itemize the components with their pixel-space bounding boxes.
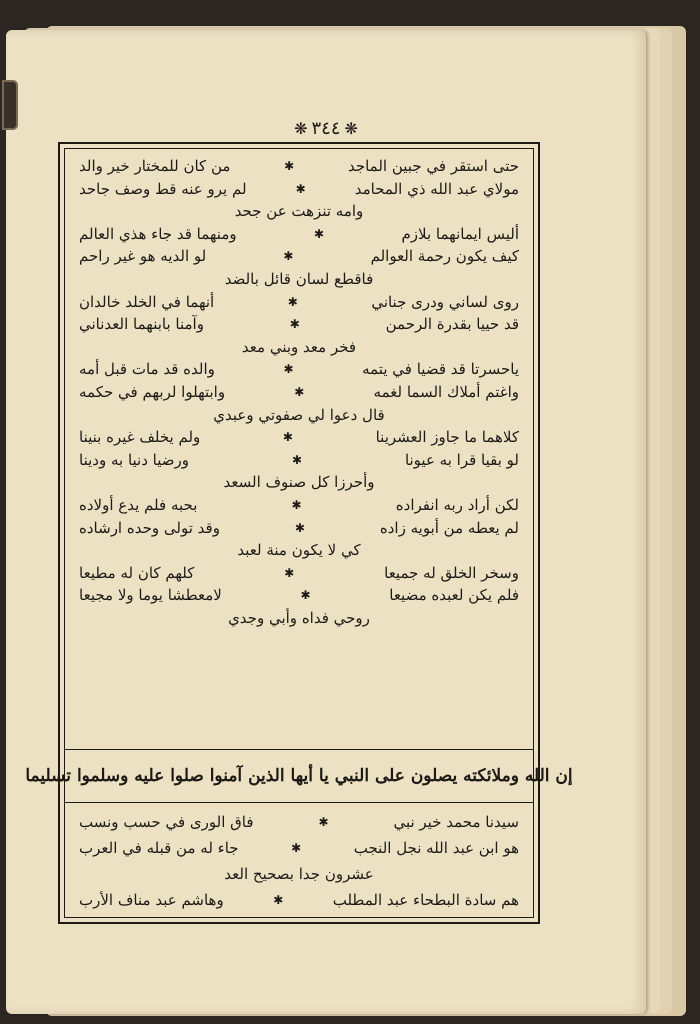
verse-couplet — [79, 562, 519, 585]
hemistich-second: ولم يخلف غيره بنينا — [79, 428, 201, 447]
quran-verse-band — [25, 749, 573, 803]
verse-couplet — [79, 835, 519, 861]
verse-refrain: عشرون جدا بصحيح العد — [224, 865, 374, 883]
star-separator-icon: ✱ — [295, 181, 306, 196]
book-page — [6, 30, 646, 1014]
hemistich-second: فاق الورى في حسب ونسب — [79, 813, 254, 831]
verse-couplet — [79, 517, 519, 540]
star-separator-icon: ✱ — [283, 362, 294, 377]
star-separator-icon: ✱ — [282, 430, 293, 445]
star-separator-icon: ✱ — [273, 893, 284, 907]
hemistich-second: وآمنا بابنهما العدناني — [79, 315, 204, 334]
hemistich-first: واغتم أملاك السما لغمه — [373, 382, 519, 401]
verse-couplet — [79, 887, 519, 913]
hemistich-second: جاء له من قبله في العرب — [79, 839, 239, 857]
verse-couplet — [79, 313, 519, 336]
verse-refrain: روحي فداه وأبي وجدي — [228, 608, 370, 627]
verse-couplet — [79, 155, 519, 178]
star-separator-icon: ✱ — [300, 588, 311, 603]
hemistich-second: من كان للمختار خير والد — [79, 157, 231, 175]
verse-couplet — [79, 358, 519, 381]
hemistich-first: سيدنا محمد خير نبي — [393, 813, 519, 831]
page-number: ٣٤٤ — [311, 118, 341, 139]
verse-couplet — [79, 584, 519, 607]
star-separator-icon: ✱ — [291, 452, 302, 467]
star-separator-icon: ✱ — [291, 841, 302, 855]
quran-verse: إن الله وملائكته يصلون على النبي يا أيها الذين آمنوا صلوا عليه وسلموا تسليما — [25, 766, 573, 786]
star-separator-icon: ✱ — [287, 294, 298, 309]
star-separator-icon: ✱ — [318, 815, 329, 829]
hemistich-first: هم سادة البطحاء عبد المطلب — [332, 891, 519, 909]
star-separator-icon: ✱ — [291, 497, 302, 512]
hemistich-second: وابتهلوا لربهم في حكمه — [79, 382, 226, 401]
hemistich-second: ورضيا دنيا به ودينا — [79, 450, 189, 469]
hemistich-first: هو ابن عبد الله نجل النجب — [353, 839, 519, 857]
star-separator-icon: ✱ — [314, 226, 325, 241]
hemistich-first: مولاي عبد الله ذي المحامد — [354, 179, 519, 198]
star-separator-icon: ✱ — [289, 317, 300, 332]
hemistich-second: والده قد مات قبل أمه — [79, 360, 215, 379]
text-frame-inner — [25, 148, 573, 918]
star-separator-icon: ✱ — [294, 384, 305, 399]
hemistich-first: حتى استقر في جبين الماجد — [347, 157, 519, 175]
hemistich-first: كلاهما ما جاوز العشرينا — [375, 428, 519, 447]
hemistich-first: لو بقيا قرا به عيونا — [404, 450, 519, 469]
ornament-icon: ❋ — [294, 119, 308, 138]
star-separator-icon: ✱ — [283, 249, 294, 264]
hemistich-first: لكن أراد ربه انفراده — [395, 495, 519, 514]
hemistich-first: أليس ايمانهما بلازم — [401, 224, 519, 243]
book-page-stack — [6, 18, 686, 1018]
verse-couplet — [79, 381, 519, 404]
verse-couplet — [79, 809, 519, 835]
hemistich-second: لامعطشا يوما ولا مجيعا — [79, 586, 222, 605]
hemistich-second: لو الديه هو غير راحم — [79, 247, 207, 266]
hemistich-second: وهاشم عبد مناف الأرب — [79, 891, 224, 909]
verse-couplet — [79, 426, 519, 449]
hemistich-first: قد حييا بقدرة الرحمن — [385, 315, 519, 334]
verse-couplet — [79, 223, 519, 246]
verse-couplet — [79, 245, 519, 268]
verse-couplet — [79, 178, 519, 201]
star-separator-icon: ✱ — [284, 565, 295, 580]
star-separator-icon: ✱ — [284, 159, 295, 173]
verse-couplet — [79, 449, 519, 472]
verse-refrain: كي لا يكون منة لعبد — [237, 541, 361, 560]
hemistich-second: ومنهما قد جاء هذي العالم — [79, 224, 237, 243]
hemistich-second: وقد تولى وحده ارشاده — [79, 518, 220, 537]
verse-refrain: فاقطع لسان قائل بالضد — [224, 269, 374, 288]
verse-refrain: وأحرزا كل صنوف السعد — [223, 473, 375, 492]
hemistich-second: بحبه فلم يدع أولاده — [79, 495, 198, 514]
hemistich-second: أنهما في الخلد خالدان — [79, 292, 215, 311]
hemistich-first: روى لساني ودرى جناني — [371, 292, 519, 311]
hemistich-second: لم يرو عنه قط وصف جاحد — [79, 179, 247, 198]
hemistich-first: وسخر الخلق له جميعا — [384, 563, 519, 582]
hemistich-second: كلهم كان له مطيعا — [79, 563, 195, 582]
hemistich-first: كيف يكون رحمة العوالم — [370, 247, 519, 266]
verse-refrain: وامه تنزهت عن جحد — [234, 202, 364, 221]
verse-refrain: فخر معد وبني معد — [241, 337, 357, 356]
hemistich-first: ياحسرتا قد قضيا في يتمه — [362, 360, 519, 379]
hemistich-first: لم يعطه من أبويه زاده — [379, 518, 519, 537]
poem-verses-continued — [79, 809, 519, 919]
star-separator-icon: ✱ — [294, 520, 305, 535]
verse-couplet — [79, 291, 519, 314]
hemistich-first: فلم يكن لعبده مضيعا — [389, 586, 519, 605]
ornament-icon: ❋ — [344, 119, 358, 138]
verse-refrain: قال دعوا لي صفوتي وعبدي — [213, 405, 385, 424]
page-header — [6, 118, 646, 144]
verse-couplet — [79, 494, 519, 517]
text-frame — [25, 142, 573, 924]
poem-verses — [79, 155, 519, 745]
